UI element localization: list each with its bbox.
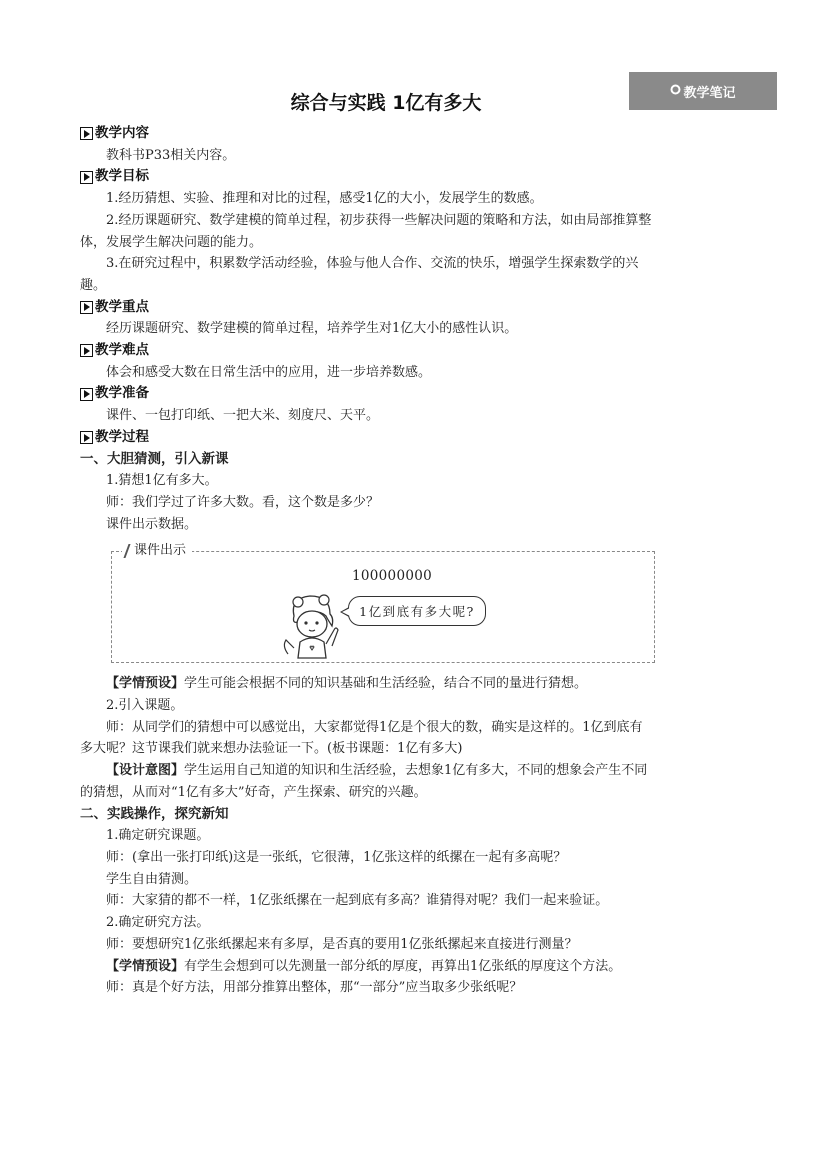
section-heading-preparation: 教学准备 [80,383,652,405]
courseware-label: 课件出示 [122,540,192,562]
speech-bubble: 1亿到底有多大呢? [348,596,486,626]
section-heading-objectives: 教学目标 [80,166,652,188]
play-box-icon [80,388,93,401]
play-box-icon [80,127,93,140]
page-title: 综合与实践 1亿有多大 [290,92,482,114]
section-heading-difficulties: 教学难点 [80,340,652,362]
paragraph: 师：要想研究1亿张纸摞起来有多厚，是否真的要用1亿张纸摞起来直接进行测量？ [106,936,578,952]
section-heading-content: 教学内容 [80,123,652,145]
paragraph: 【学情预设】有学生会想到可以先测量一部分纸的厚度，再算出1亿张纸的厚度这个方法。 [106,958,622,974]
teaching-notes-text: 教学笔记 [683,85,736,101]
part2-heading: 二、实践操作，探究新知 [80,805,229,822]
paragraph: 1.经历猜想、实验、推理和对比的过程，感受1亿的大小，发展学生的数感。 [106,191,543,207]
play-box-icon [80,171,93,184]
paragraph: 师：大家猜的都不一样，1亿张纸摞在一起到底有多高？谁猜得对呢？我们一起来验证。 [106,893,609,909]
slash-decoration-icon [123,544,130,558]
paragraph: 课件出示数据。 [106,516,198,532]
paragraph: 课件、一包打印纸、一把大米、刻度尺、天平。 [106,408,380,424]
paragraph: 经历课题研究、数学建模的简单过程，培养学生对1亿大小的感性认识。 [106,321,518,337]
paragraph: 教科书P33相关内容。 [106,147,236,163]
paragraph: 2.引入课题。 [106,698,184,714]
paragraph: 学生自由猜测。 [106,871,198,887]
paragraph: 3.在研究过程中，积累数学活动经验，体验与他人合作、交流的快乐，增强学生探索数学的兴趣。 [80,256,639,293]
girl-illustration [280,590,344,662]
section-heading-process: 教学过程 [80,427,652,449]
lesson-content [80,123,652,999]
play-box-icon [80,344,93,357]
paragraph: 师：(拿出一张打印纸)这是一张纸，它很薄，1亿张这样的纸摞在一起有多高呢？ [106,849,567,865]
paragraph: 1.猜想1亿有多大。 [106,473,218,489]
paragraph: 师：我们学过了许多大数。看，这个数是多少？ [106,494,380,510]
play-box-icon [80,431,93,444]
paragraph: 1.确定研究课题。 [106,828,210,844]
paragraph: 2.确定研究方法。 [106,915,210,931]
paragraph: 【学情预设】学生可能会根据不同的知识基础和生活经验，结合不同的量进行猜想。 [106,676,588,692]
play-box-icon [80,301,93,314]
paragraph: 2.经历课题研究、数学建模的简单过程，初步获得一些解决问题的策略和方法，如由局部推算整体，发展学生解决问题的能力。 [80,212,652,250]
paragraph: 师：真是个好方法，用部分推算出整体，那“一部分”应当取多少张纸呢？ [106,980,523,996]
courseware-display-box [111,543,655,663]
paragraph: 师：从同学们的猜想中可以感觉出，大家都觉得1亿是个很大的数，确实是这样的。1亿到底有多大呢？这节课我们就来想办法验证一下。(板书课题：1亿有多大) [80,719,643,757]
paragraph: 体会和感受大数在日常生活中的应用，进一步培养数感。 [106,364,432,380]
big-number: 100000000 [352,568,433,585]
paragraph: 【设计意图】学生运用自己知道的知识和生活经验，去想象1亿有多大，不同的想象会产生不同的猜想，从而对“1亿有多大”好奇，产生探索、研究的兴趣。 [80,763,648,800]
part1-heading: 一、大胆猜测，引入新课 [80,450,229,467]
section-heading-key-points: 教学重点 [80,297,652,319]
